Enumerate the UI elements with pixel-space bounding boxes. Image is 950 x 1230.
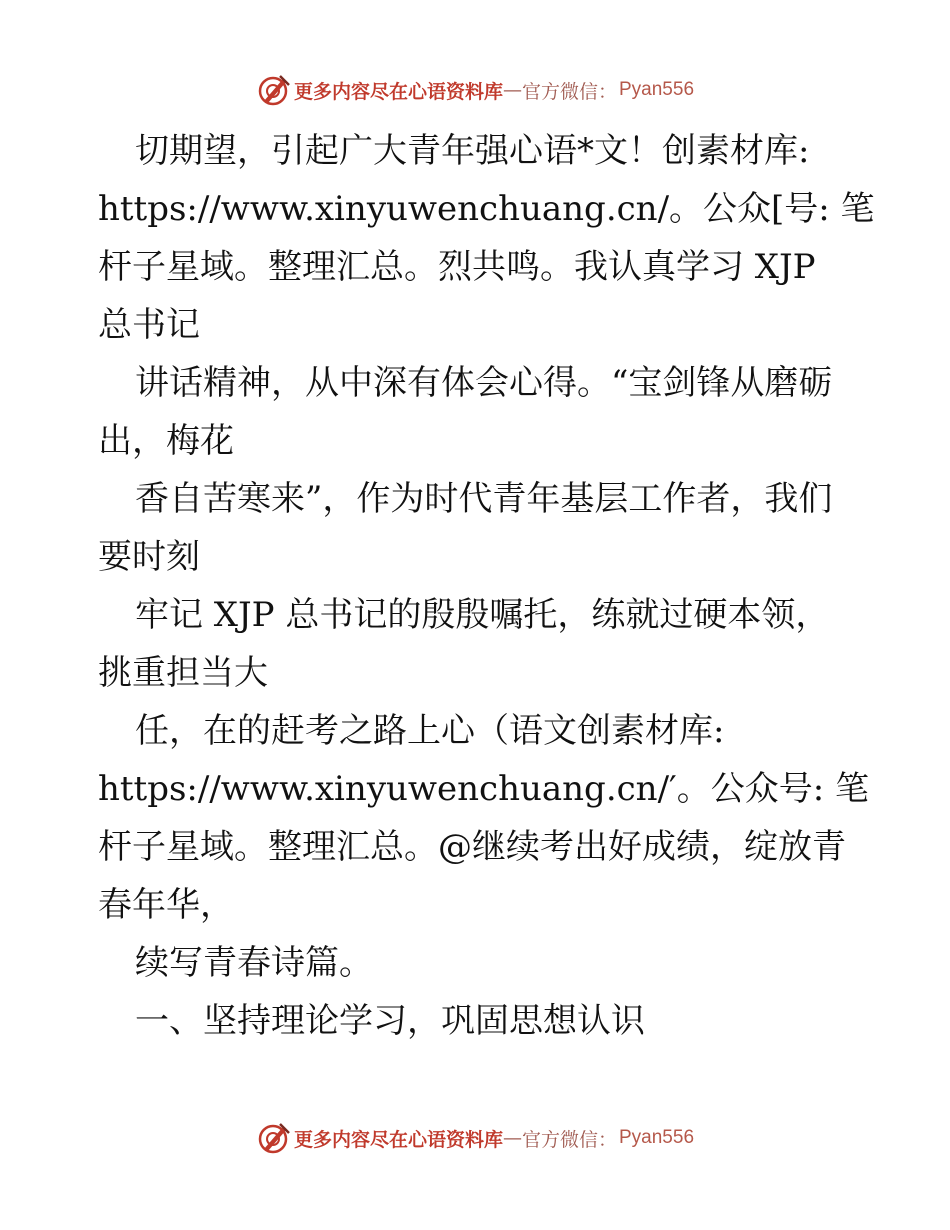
document-line: https://www.xinyuwenchuang.cn/′。公众号: 笔 <box>98 769 870 809</box>
banner-wechat-id: Pyan556 <box>619 1127 695 1148</box>
document-line: 要时刻 <box>98 537 200 577</box>
document-line: 续写青春诗篇。 <box>135 943 373 983</box>
document-line: 任，在的赶考之路上心（语文创素材库: <box>135 711 725 751</box>
header-banner <box>0 70 950 110</box>
banner-wechat-id: Pyan556 <box>619 79 695 100</box>
document-body <box>98 122 875 1050</box>
document-line: 出，梅花 <box>98 421 234 461</box>
banner-dash: — <box>502 79 522 101</box>
banner-dash: — <box>502 1127 522 1149</box>
footer-banner <box>0 1118 950 1158</box>
quill-pen-logo-icon <box>256 1121 290 1155</box>
document-line: 牢记 XJP 总书记的殷殷嘱托，练就过硬本领， <box>135 595 830 635</box>
document-line: https://www.xinyuwenchuang.cn/。公众[号: 笔 <box>98 189 875 229</box>
banner-brand-text: 更多内容尽在心语资料库 <box>293 1128 503 1151</box>
document-line: 香自苦寒来”，作为时代青年基层工作者，我们 <box>135 479 833 519</box>
document-line: 总书记 <box>98 305 200 345</box>
document-line: 切期望，引起广大青年强心语*文！创素材库: <box>135 131 810 171</box>
document-line: 杆子星域。整理汇总。烈共鸣。我认真学习 XJP <box>98 247 816 287</box>
banner-wechat-label: 官方微信： <box>521 1128 617 1151</box>
banner-brand-text: 更多内容尽在心语资料库 <box>293 80 503 103</box>
banner-wechat-label: 官方微信： <box>521 80 617 103</box>
document-line: 杆子星域。整理汇总。@继续考出好成绩，绽放青 <box>98 827 846 867</box>
quill-pen-logo-icon <box>256 73 290 107</box>
document-line: 春年华， <box>98 885 234 925</box>
document-line: 一、坚持理论学习，巩固思想认识 <box>135 1001 645 1041</box>
document-line: 讲话精神，从中深有体会心得。“宝剑锋从磨砺 <box>135 363 833 403</box>
document-line: 挑重担当大 <box>98 653 268 693</box>
